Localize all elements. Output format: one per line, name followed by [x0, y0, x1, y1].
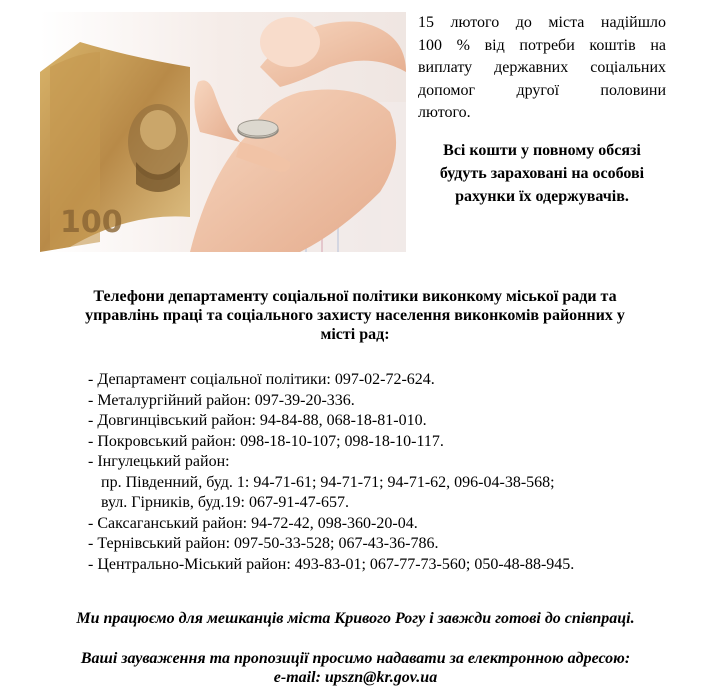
- list-item: - Центрально-Міський район: 493-83-01; 067-77-73-560; 050-48-88-945.: [88, 555, 575, 573]
- baby-hand-money-photo: [40, 12, 406, 252]
- phones-list: [88, 370, 678, 575]
- list-item: - Інгулецький район:: [88, 453, 230, 470]
- list-item: вул. Гірників, буд.19: 067-91-47-657.: [101, 494, 349, 511]
- list-item: пр. Південний, буд. 1: 94-71-61; 94-71-71; 94-71-62, 096-04-38-568;: [101, 473, 555, 491]
- list-item: - Металургійний район: 097-39-20-336.: [88, 391, 355, 409]
- phones-title: [50, 287, 660, 344]
- intro-text: [418, 12, 666, 208]
- list-item: - Тернівський район: 097-50-33-528; 067-43-36-786.: [88, 535, 439, 552]
- intro-line: лютого.: [418, 104, 471, 121]
- footer-request: Ваші зауваження та пропозиції просимо надавати за електронною адресою:: [80, 650, 631, 667]
- intro-line: виплату державних соціальних: [418, 59, 666, 76]
- intro-line: 100 % від потреби коштів на: [418, 36, 666, 54]
- svg-text:100: 100: [60, 205, 123, 240]
- list-item: - Саксаганський район: 94-72-42, 098-360-20-04.: [88, 514, 418, 532]
- email-link[interactable]: e-mail: upszn@kr.gov.ua: [273, 669, 438, 686]
- phones-title-line: місті рад:: [320, 326, 390, 343]
- phones-title-line: управлінь праці та соціального захисту населення виконкомів районних у: [85, 307, 625, 324]
- intro-line: 15 лютого до міста надійшло: [418, 14, 666, 31]
- footer-statement: Ми працюємо для мешканців міста Кривого Рогу і завжди готові до співпраці.: [76, 610, 635, 627]
- list-item: - Департамент соціальної політики: 097-02-72-624.: [88, 371, 435, 388]
- footer-contact: [0, 649, 711, 687]
- list-item: - Довгинцівський район: 94-84-88, 068-18-81-010.: [88, 412, 427, 429]
- intro-bold-line: Всі кошти у повному обсязі: [443, 141, 641, 159]
- intro-bold-line: рахунки їх одержувачів.: [455, 187, 629, 205]
- intro-paragraph: [418, 12, 666, 125]
- intro-bold-line: будуть зараховані на особові: [439, 164, 645, 182]
- photo-illustration: [40, 12, 406, 252]
- list-item: - Покровський район: 098-18-10-107; 098-18-10-117.: [88, 432, 444, 450]
- intro-line: допомог другої половини: [418, 81, 666, 99]
- phones-title-line: Телефони департаменту соціальної політики виконкому міської ради та: [93, 288, 617, 305]
- intro-highlight: [418, 139, 666, 208]
